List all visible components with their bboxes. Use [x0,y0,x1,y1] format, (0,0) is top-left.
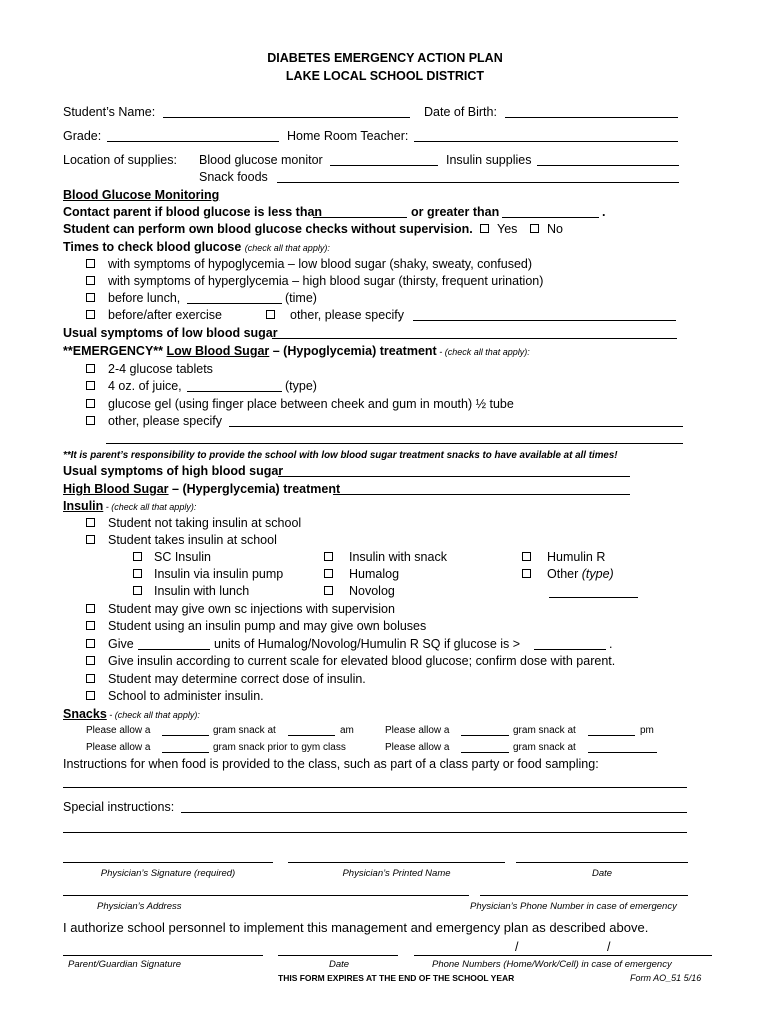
snack-gym-grams-field[interactable] [162,752,209,753]
snack-am-suffix: am [340,725,354,736]
form-number: Form AO_51 5/16 [630,973,702,983]
sc-insulin-label: SC Insulin [154,550,211,564]
insulin-lunch-label: Insulin with lunch [154,584,250,598]
takes-insulin-checkbox[interactable] [86,535,95,544]
times-label-text: Times to check blood glucose [63,240,242,254]
greater-than-text: or greater than [411,205,500,219]
phone-separator-2: / [607,940,611,954]
other-insulin-type: (type) [581,567,614,581]
insulin-pump-boluses-label: Student using an insulin pump and may give own boluses [108,619,427,633]
lunch-time-field[interactable] [187,303,282,304]
juice-type-field[interactable] [187,391,282,392]
other-low-label: other, please specify [108,414,222,428]
other-insulin-label [547,566,614,582]
parent-phone-field[interactable] [414,955,712,956]
parent-phone-caption: Phone Numbers (Home/Work/Cell) in case of emergency [432,959,672,970]
own-checks-text: Student can perform own blood glucose checks without supervision. [63,222,473,236]
physician-phone-caption: Physician’s Phone Number in case of emergency [470,901,677,912]
district-title: LAKE LOCAL SCHOOL DISTRICT [285,69,485,83]
novolog-checkbox[interactable] [324,586,333,595]
other-low-field-2[interactable] [106,443,683,444]
glucose-gel-label: glucose gel (using finger place between cheek and gum in mouth) ½ tube [108,397,514,411]
insulin-snack-checkbox[interactable] [324,552,333,561]
physician-printed-name-field[interactable] [288,862,505,863]
parent-signature-caption: Parent/Guardian Signature [68,959,182,970]
insulin-lunch-checkbox[interactable] [133,586,142,595]
snack-pm-prefix: Please allow a [385,725,450,736]
snack-am-grams-field[interactable] [162,735,209,736]
high-blood-sugar-text: High Blood Sugar [63,482,169,496]
yes-label: Yes [497,222,518,236]
parent-date-field[interactable] [278,955,398,956]
no-checkbox[interactable] [530,224,539,233]
food-instructions-field[interactable] [63,787,687,788]
glucose-tablets-label: 2-4 glucose tablets [108,362,213,376]
humalog-label: Humalog [349,567,400,581]
usual-low-field[interactable] [272,338,677,339]
physician-printed-name-caption: Physician’s Printed Name [342,868,451,879]
give-label: Give [108,637,134,651]
juice-label: 4 oz. of juice, [108,379,182,393]
insulin-heading [63,498,196,515]
takes-insulin-label: Student takes insulin at school [108,533,277,547]
glucose-gel-checkbox[interactable] [86,399,95,408]
physician-address-caption: Physician’s Address [97,901,182,912]
glucose-monitor-label: Blood glucose monitor [199,153,323,167]
special-instructions-field[interactable] [181,812,687,813]
insulin-heading-text: Insulin [63,499,104,513]
determine-dose-label: Student may determine correct dose of insulin. [108,672,366,686]
glucose-level-field[interactable] [534,649,606,650]
parent-date-caption: Date [329,959,350,970]
snack-other-prefix: Please allow a [385,742,450,753]
own-injections-label: Student may give own sc injections with supervision [108,602,395,616]
snack-am-mid: gram snack at [213,725,276,736]
emergency-text: **EMERGENCY** [63,344,167,358]
teacher-label: Home Room Teacher: [287,129,409,143]
other-insulin-checkbox[interactable] [522,569,531,578]
sc-insulin-checkbox[interactable] [133,552,142,561]
glucose-monitor-field[interactable] [330,165,438,166]
high-threshold-field[interactable] [502,217,599,218]
student-name-label: Student’s Name: [63,105,156,119]
food-instructions-label: Instructions for when food is provided to the class, such as part of a class party or food sampling: [63,757,599,771]
snack-other-mid: gram snack at [513,742,576,753]
exercise-label: before/after exercise [108,308,222,322]
own-injections-checkbox[interactable] [86,604,95,613]
juice-type-label: (type) [285,379,317,393]
period-text: . [602,205,606,219]
hypo-symptoms-checkbox[interactable] [86,259,95,268]
dob-field[interactable] [505,117,678,118]
no-label: No [547,222,563,236]
insulin-supplies-label: Insulin supplies [446,153,532,167]
humalog-checkbox[interactable] [324,569,333,578]
snack-am-prefix: Please allow a [86,725,151,736]
units-field[interactable] [138,649,210,650]
juice-checkbox[interactable] [86,381,95,390]
snacks-heading [63,706,200,723]
hyper-symptoms-checkbox[interactable] [86,276,95,285]
humulin-label: Humulin R [547,550,606,564]
insulin-supplies-field[interactable] [537,165,679,166]
dob-label: Date of Birth: [424,105,497,119]
hypoglycemia-text: – (Hypoglycemia) treatment [269,344,437,358]
physician-date-caption: Date [591,868,613,879]
other-insulin-field[interactable] [549,597,638,598]
scale-label: Give insulin according to current scale for elevated blood glucose; confirm dose with parent. [108,654,616,668]
before-lunch-label: before lunch, [108,291,181,305]
glucose-tablets-checkbox[interactable] [86,364,95,373]
snack-am-time-field[interactable] [288,735,335,736]
humulin-checkbox[interactable] [522,552,531,561]
snack-foods-label: Snack foods [199,170,268,184]
snack-pm-grams-field[interactable] [461,735,509,736]
insulin-pump-boluses-checkbox[interactable] [86,621,95,630]
special-instructions-field-2[interactable] [63,832,687,833]
grade-field[interactable] [107,141,279,142]
phone-separator-1: / [515,940,519,954]
units-text: units of Humalog/Novolog/Humulin R SQ if glucose is > [214,637,521,651]
snack-pm-mid: gram snack at [513,725,576,736]
physician-phone-field[interactable] [480,895,688,896]
physician-signature-caption: Physician’s Signature (required) [100,868,236,879]
not-taking-insulin-checkbox[interactable] [86,518,95,527]
times-check-all: (check all that apply): [244,243,330,253]
usual-high-label: Usual symptoms of high blood sugar [63,464,284,478]
school-administer-label: School to administer insulin. [108,689,264,703]
scale-checkbox[interactable] [86,656,95,665]
insulin-check-all: - (check all that apply): [103,502,197,512]
low-threshold-field[interactable] [313,217,407,218]
yes-checkbox[interactable] [480,224,489,233]
novolog-label: Novolog [349,584,395,598]
not-taking-insulin-label: Student not taking insulin at school [108,516,302,530]
expiration-notice: THIS FORM EXPIRES AT THE END OF THE SCHOOL YEAR [278,973,515,983]
other-insulin-text: Other [547,567,579,581]
snack-pm-time-field[interactable] [588,735,635,736]
snack-gym-suffix: gram snack prior to gym class [213,742,346,753]
give-period: . [609,637,613,651]
teacher-field[interactable] [414,141,678,142]
grade-label: Grade: [63,129,102,143]
other-low-field[interactable] [229,426,683,427]
snack-other-grams-field[interactable] [461,752,509,753]
parent-responsibility-note: **It is parent’s responsibility to provide the school with low blood sugar treatment snacks to have available at all times! [63,450,618,461]
physician-signature-field[interactable] [63,862,273,863]
low-blood-sugar-text: Low Blood Sugar [166,344,270,358]
other-time-label: other, please specify [290,308,404,322]
times-label [63,239,330,256]
contact-parent-text: Contact parent if blood glucose is less than [63,205,323,219]
hyper-symptoms-label: with symptoms of hyperglycemia – high blood sugar (thirsty, frequent urination) [108,274,544,288]
snacks-heading-text: Snacks [63,707,107,721]
before-lunch-checkbox[interactable] [86,293,95,302]
determine-dose-checkbox[interactable] [86,674,95,683]
other-time-checkbox[interactable] [266,310,275,319]
insulin-pump-checkbox[interactable] [133,569,142,578]
low-check-all: - (check all that apply): [436,347,530,357]
other-low-checkbox[interactable] [86,416,95,425]
physician-address-field[interactable] [63,895,469,896]
other-time-field[interactable] [413,320,676,321]
snack-pm-suffix: pm [640,725,654,736]
time-label: (time) [285,291,317,305]
insulin-snack-label: Insulin with snack [349,550,447,564]
usual-low-label: Usual symptoms of low blood sugar [63,326,278,340]
monitoring-heading: Blood Glucose Monitoring [63,188,220,202]
form-title: DIABETES EMERGENCY ACTION PLAN [267,51,503,65]
snack-other-time-field[interactable] [588,752,657,753]
insulin-pump-label: Insulin via insulin pump [154,567,284,581]
snack-foods-field[interactable] [277,182,679,183]
high-treatment-heading [63,481,340,497]
exercise-checkbox[interactable] [86,310,95,319]
school-administer-checkbox[interactable] [86,691,95,700]
give-units-checkbox[interactable] [86,639,95,648]
physician-date-field[interactable] [516,862,688,863]
supplies-label: Location of supplies: [63,153,177,167]
authorization-statement: I authorize school personnel to implement this management and emergency plan as described above. [63,920,649,935]
low-treatment-heading [63,343,530,360]
snack-gym-prefix: Please allow a [86,742,151,753]
student-name-field[interactable] [163,117,410,118]
special-instructions-label: Special instructions: [63,800,175,814]
parent-signature-field[interactable] [63,955,263,956]
high-treatment-field[interactable] [333,494,630,495]
snacks-check-all: - (check all that apply): [106,710,200,720]
hyperglycemia-text: – (Hyperglycemia) treatment [168,482,341,496]
hypo-symptoms-label: with symptoms of hypoglycemia – low blood sugar (shaky, sweaty, confused) [108,257,533,271]
usual-high-field[interactable] [278,476,630,477]
